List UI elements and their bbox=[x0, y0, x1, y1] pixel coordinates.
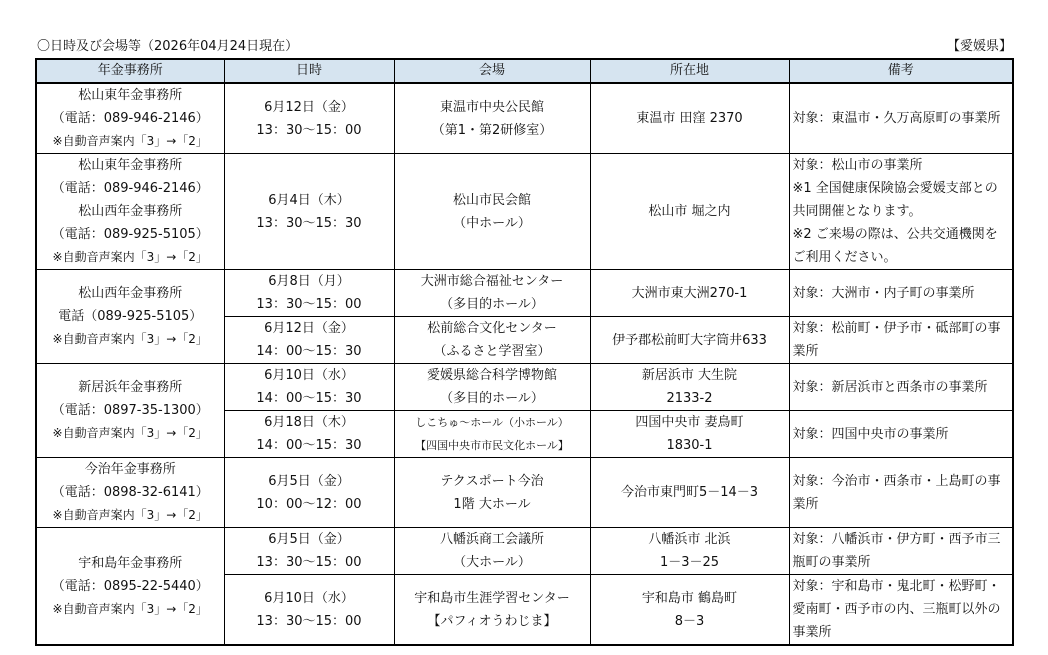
venue-name: テクスポート今治 bbox=[440, 473, 544, 489]
datetime-cell bbox=[224, 83, 394, 154]
address: 八幡浜市 北浜 bbox=[648, 532, 731, 547]
note-text: 対象：新居浜市と西条市の事業所 bbox=[792, 379, 988, 395]
venue-name: 宇和島市生涯学習センター bbox=[414, 590, 570, 606]
venue-name: しこちゅ～ホール（小ホール） bbox=[415, 416, 569, 429]
note-cell bbox=[789, 575, 1013, 646]
time: 13：30～15：00 bbox=[256, 555, 362, 570]
note-cell bbox=[789, 364, 1013, 411]
time: 13：30～15：00 bbox=[256, 122, 362, 138]
table-row bbox=[36, 528, 1013, 575]
date: 6月12日（金） bbox=[264, 99, 354, 115]
address-cell bbox=[590, 317, 789, 364]
note-text: 対象：今治市・西条市・上島町の事業所 bbox=[792, 473, 1001, 512]
venue-cell bbox=[394, 364, 590, 411]
address: 松山市 堀之内 bbox=[648, 204, 731, 219]
datetime-cell bbox=[224, 411, 394, 458]
address-cell bbox=[590, 411, 789, 458]
note-cell bbox=[789, 270, 1013, 317]
note-cell bbox=[789, 458, 1013, 528]
address-number: 1830-1 bbox=[666, 438, 713, 453]
office-phone: （電話：0895-22-5440） bbox=[51, 578, 209, 594]
address-cell bbox=[590, 270, 789, 317]
address: 今治市東門町5－14－3 bbox=[620, 485, 759, 500]
date: 6月8日（月） bbox=[268, 274, 350, 289]
address-number: 8－3 bbox=[674, 613, 705, 629]
office-phone: （電話：089-925-5105） bbox=[51, 227, 209, 242]
date: 6月12日（金） bbox=[264, 321, 354, 336]
office-name: 宇和島年金事務所 bbox=[78, 555, 183, 571]
office-cell bbox=[36, 83, 224, 154]
office-name: 新居浜年金事務所 bbox=[78, 380, 183, 395]
datetime-cell bbox=[224, 154, 394, 270]
venue-cell bbox=[394, 458, 590, 528]
address-cell bbox=[590, 154, 789, 270]
venue-room: 【パフィオうわじま】 bbox=[427, 613, 557, 629]
time: 14：00～15：30 bbox=[256, 391, 362, 406]
venue-room: （中ホール） bbox=[453, 215, 531, 231]
date: 6月18日（木） bbox=[264, 415, 354, 430]
table-row bbox=[36, 270, 1013, 317]
datetime-cell bbox=[224, 528, 394, 575]
page-title: 〇日時及び会場等（2026年04月24日現在） bbox=[37, 39, 299, 54]
note-text: ※2 ご来場の際は、公共交通機関をご利用ください。 bbox=[792, 227, 998, 265]
note-cell bbox=[789, 528, 1013, 575]
venue-cell bbox=[394, 528, 590, 575]
office-cell bbox=[36, 364, 224, 458]
table-row bbox=[36, 83, 1013, 154]
office-phone: （電話：0897-35-1300） bbox=[51, 403, 209, 418]
office-name: 松山東年金事務所 bbox=[78, 88, 183, 103]
venue-name: 八幡浜商工会議所 bbox=[439, 532, 544, 547]
venue-room: （ふるさと学習室） bbox=[433, 344, 551, 359]
address: 伊予郡松前町大字筒井633 bbox=[612, 332, 767, 348]
note-text: 対象：松山市の事業所 bbox=[792, 158, 923, 173]
schedule-table bbox=[35, 58, 1014, 646]
office-cell bbox=[36, 528, 224, 646]
header bbox=[37, 38, 1012, 56]
note-text: 対象：東温市・久万高原町の事業所 bbox=[792, 111, 1001, 126]
venue-room: 【四国中央市市民文化ホール】 bbox=[415, 439, 569, 452]
venue-cell bbox=[394, 83, 590, 154]
column-header-datetime: 日時 bbox=[224, 59, 394, 83]
office-guide: ※自動音声案内「3」→「2」 bbox=[52, 332, 208, 346]
address-cell bbox=[590, 575, 789, 646]
address: 宇和島市 鶴島町 bbox=[641, 590, 738, 606]
datetime-cell bbox=[224, 270, 394, 317]
office-cell bbox=[36, 154, 224, 270]
venue-cell bbox=[394, 575, 590, 646]
note-cell bbox=[789, 317, 1013, 364]
column-header-notes: 備考 bbox=[789, 59, 1013, 83]
venue-room: （多目的ホール） bbox=[440, 297, 544, 312]
date: 6月4日（木） bbox=[268, 192, 350, 208]
venue-cell bbox=[394, 154, 590, 270]
date: 6月10日（水） bbox=[264, 368, 354, 383]
table-row bbox=[36, 154, 1013, 270]
office-guide: ※自動音声案内「3」→「2」 bbox=[52, 134, 208, 148]
time: 14：00～15：30 bbox=[256, 438, 362, 453]
office-name: 松山西年金事務所 bbox=[78, 286, 183, 301]
column-header-office: 年金事務所 bbox=[36, 59, 224, 83]
venue-name: 愛媛県総合科学博物館 bbox=[426, 368, 557, 383]
datetime-cell bbox=[224, 458, 394, 528]
date: 6月5日（金） bbox=[268, 473, 350, 489]
note-text: 対象：八幡浜市・伊方町・西予市三瓶町の事業所 bbox=[792, 532, 1001, 570]
office-guide: ※自動音声案内「3」→「2」 bbox=[52, 508, 208, 522]
time: 14：00～15：30 bbox=[256, 344, 362, 359]
table-row bbox=[36, 364, 1013, 411]
office-name: 松山西年金事務所 bbox=[78, 204, 183, 219]
address-number: 1－3－25 bbox=[659, 555, 720, 570]
address-cell bbox=[590, 528, 789, 575]
office-name: 今治年金事務所 bbox=[84, 462, 176, 477]
column-header-venue: 会場 bbox=[394, 59, 590, 83]
venue-name: 松山市民会館 bbox=[452, 192, 531, 208]
office-guide: ※自動音声案内「3」→「2」 bbox=[52, 601, 208, 616]
venue-room: （第1・第2研修室） bbox=[431, 122, 553, 138]
column-header-address: 所在地 bbox=[590, 59, 789, 83]
prefecture-label: 【愛媛県】 bbox=[946, 39, 1012, 54]
note-text: 対象：大洲市・内子町の事業所 bbox=[792, 285, 975, 301]
venue-cell bbox=[394, 411, 590, 458]
table-row bbox=[36, 458, 1013, 528]
venue-cell bbox=[394, 270, 590, 317]
time: 13：30～15：00 bbox=[256, 297, 362, 312]
note-cell bbox=[789, 154, 1013, 270]
note-text: 対象：松前町・伊予市・砥部町の事業所 bbox=[792, 321, 1001, 359]
note-cell bbox=[789, 411, 1013, 458]
time: 10：00～12：00 bbox=[256, 496, 362, 512]
venue-cell bbox=[394, 317, 590, 364]
address: 東温市 田窪 2370 bbox=[636, 111, 743, 126]
datetime-cell bbox=[224, 575, 394, 646]
office-cell bbox=[36, 270, 224, 364]
address-cell bbox=[590, 364, 789, 411]
office-phone: （電話：0898-32-6141） bbox=[51, 485, 209, 500]
datetime-cell bbox=[224, 364, 394, 411]
date: 6月10日（水） bbox=[264, 590, 354, 606]
office-phone: （電話：089-946-2146） bbox=[51, 181, 209, 196]
note-text: 対象：四国中央市の事業所 bbox=[792, 426, 949, 442]
address-cell bbox=[590, 458, 789, 528]
venue-name: 松前総合文化センター bbox=[427, 321, 557, 336]
office-phone: （電話：089-946-2146） bbox=[51, 111, 209, 126]
address: 四国中央市 妻鳥町 bbox=[635, 415, 744, 430]
time: 13：30～15：30 bbox=[256, 215, 362, 231]
note-text: 対象：宇和島市・鬼北町・松野町・愛南町・西予市の内、三瓶町以外の事業所 bbox=[792, 579, 1001, 640]
date: 6月5日（金） bbox=[268, 532, 350, 547]
office-cell bbox=[36, 458, 224, 528]
address-cell bbox=[590, 83, 789, 154]
table-header-row bbox=[36, 59, 1013, 83]
office-guide: ※自動音声案内「3」→「2」 bbox=[52, 250, 208, 264]
address: 大洲市東大洲270-1 bbox=[631, 285, 748, 301]
venue-room: （多目的ホール） bbox=[440, 391, 544, 406]
venue-room: 1階 大ホール bbox=[453, 496, 531, 512]
office-phone: 電話（089-925-5105） bbox=[58, 309, 203, 324]
venue-name: 大洲市総合福祉センター bbox=[420, 274, 564, 289]
venue-name: 東温市中央公民館 bbox=[439, 99, 544, 115]
office-name: 松山東年金事務所 bbox=[78, 158, 183, 173]
venue-room: （大ホール） bbox=[453, 555, 531, 570]
note-text: ※1 全国健康保険協会愛媛支部との共同開催となります。 bbox=[792, 181, 998, 219]
note-cell bbox=[789, 83, 1013, 154]
address-number: 2133-2 bbox=[666, 391, 713, 406]
address: 新居浜市 大生院 bbox=[641, 368, 738, 383]
office-guide: ※自動音声案内「3」→「2」 bbox=[52, 426, 208, 440]
time: 13：30～15：00 bbox=[256, 613, 362, 629]
datetime-cell bbox=[224, 317, 394, 364]
